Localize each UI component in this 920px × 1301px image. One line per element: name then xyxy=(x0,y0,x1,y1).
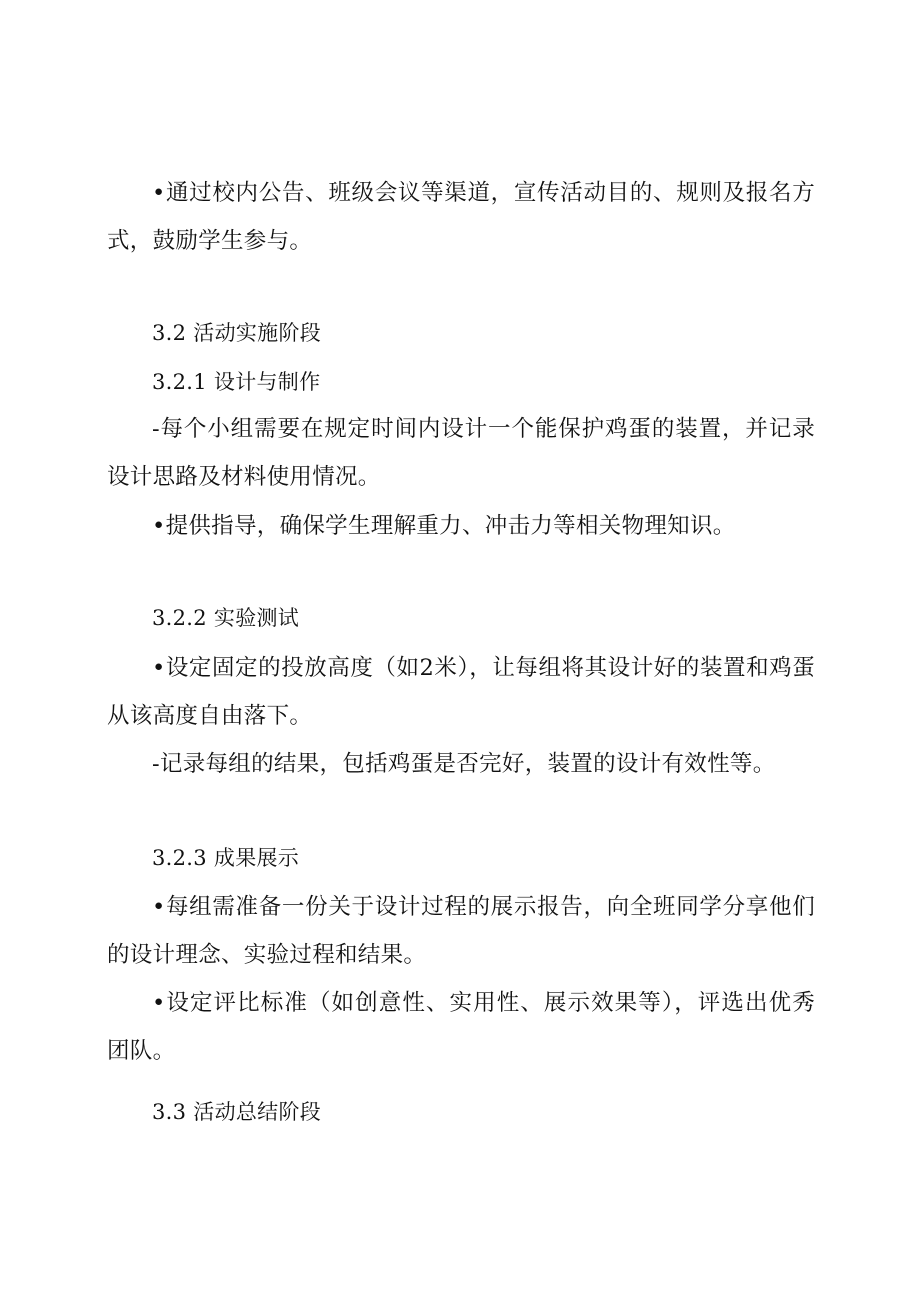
subsection-heading-3-2-1: 3.2.1 设计与制作 xyxy=(152,370,321,394)
section-heading-3-2: 3.2 活动实施阶段 xyxy=(152,321,322,345)
bullet-paragraph-publicity: •通过校内公告、班级会议等渠道，宣传活动目的、规则及报名方式，鼓励学生参与。 xyxy=(107,180,815,254)
bullet-paragraph-criteria: •设定评比标准（如创意性、实用性、展示效果等），评选出优秀团队。 xyxy=(107,990,815,1064)
section-heading-3-3: 3.3 活动总结阶段 xyxy=(152,1100,322,1124)
subsection-heading-3-2-3: 3.2.3 成果展示 xyxy=(152,846,300,870)
dash-paragraph-design: -每个小组需要在规定时间内设计一个能保护鸡蛋的装置，并记录设计思路及材料使用情况。 xyxy=(107,416,815,490)
bullet-paragraph-drop-height: •设定固定的投放高度（如2米），让每组将其设计好的装置和鸡蛋从该高度自由落下。 xyxy=(107,655,815,729)
dash-paragraph-record-results: -记录每组的结果，包括鸡蛋是否完好，装置的设计有效性等。 xyxy=(152,751,776,777)
bullet-paragraph-report: •每组需准备一份关于设计过程的展示报告，向全班同学分享他们的设计理念、实验过程和结果。 xyxy=(107,894,815,968)
subsection-heading-3-2-2: 3.2.2 实验测试 xyxy=(152,606,300,630)
bullet-paragraph-guidance: •提供指导，确保学生理解重力、冲击力等相关物理知识。 xyxy=(152,513,736,539)
